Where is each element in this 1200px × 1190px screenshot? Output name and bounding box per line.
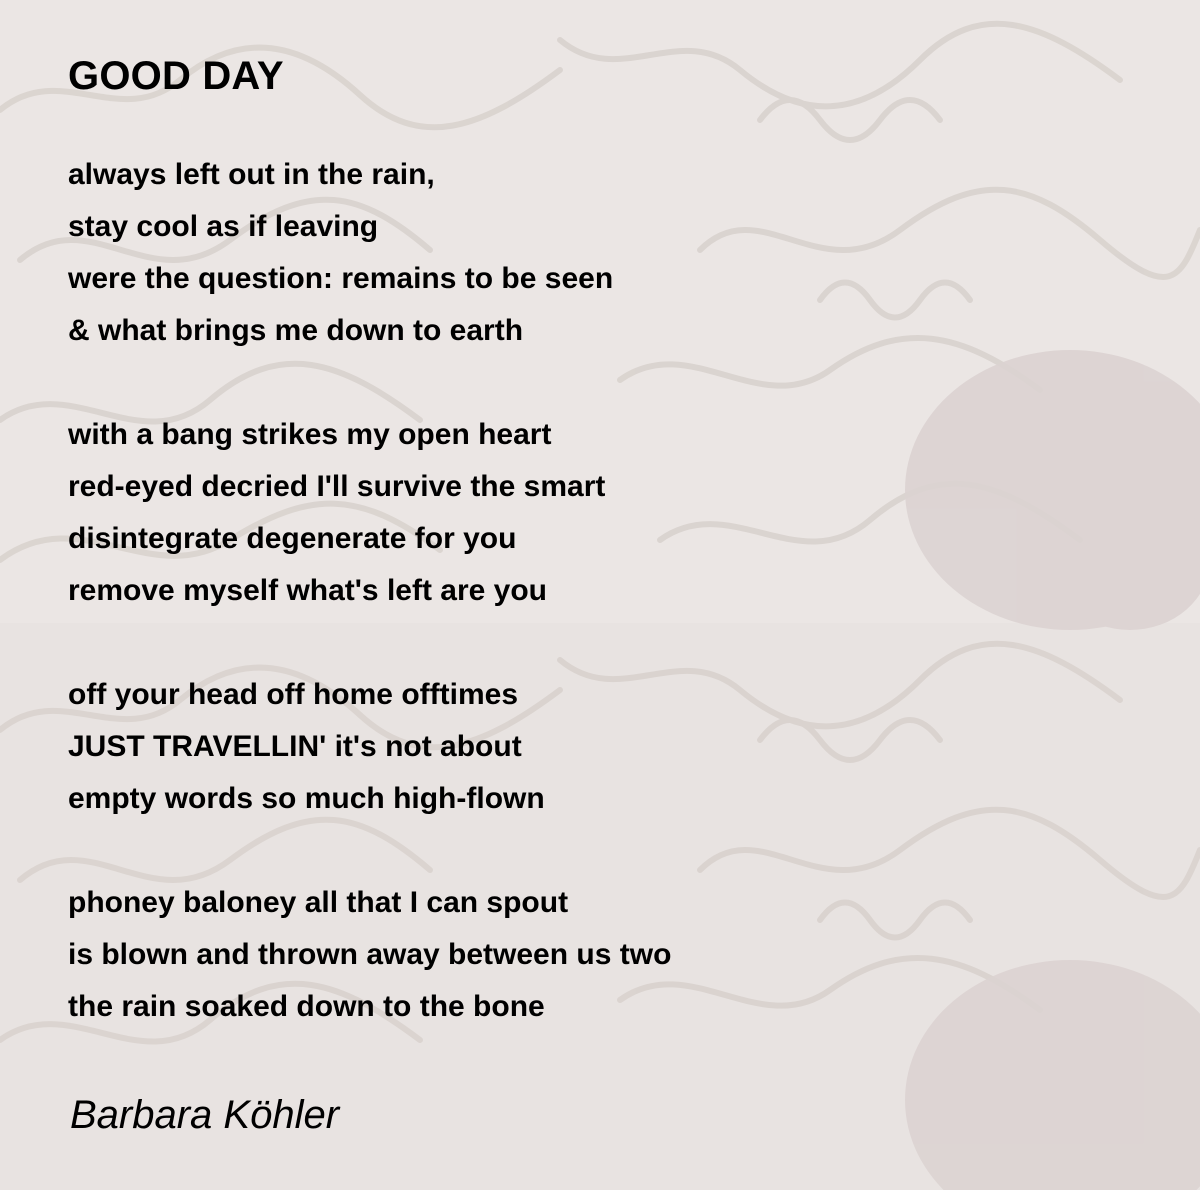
poem-line: phoney baloney all that I can spout <box>68 886 569 919</box>
poem-line: JUST TRAVELLIN' it's not about <box>68 730 522 763</box>
poem-line: empty words so much high-flown <box>68 782 545 815</box>
poem-line: red-eyed decried I'll survive the smart <box>68 470 606 503</box>
poem-line: were the question: remains to be seen <box>68 262 614 295</box>
author-name: Barbara Köhler <box>70 1093 340 1137</box>
stanza-1 <box>68 149 1128 357</box>
poem-body <box>68 149 1128 1033</box>
poem-line: is blown and thrown away between us two <box>68 938 672 971</box>
poem-line: remove myself what's left are you <box>68 574 547 607</box>
poem-line: the rain soaked down to the bone <box>68 990 545 1023</box>
poem-line: disintegrate degenerate for you <box>68 522 517 555</box>
poem-line: always left out in the rain, <box>68 158 435 191</box>
stanza-4 <box>68 877 1128 1033</box>
poem-line: stay cool as if leaving <box>68 210 379 243</box>
poem-title: GOOD DAY <box>68 54 284 98</box>
stanza-3 <box>68 669 1128 825</box>
poem-line: with a bang strikes my open heart <box>68 418 552 451</box>
poem-line: off your head off home offtimes <box>68 678 518 711</box>
stanza-2 <box>68 409 1128 617</box>
poem-line: & what brings me down to earth <box>68 314 524 347</box>
